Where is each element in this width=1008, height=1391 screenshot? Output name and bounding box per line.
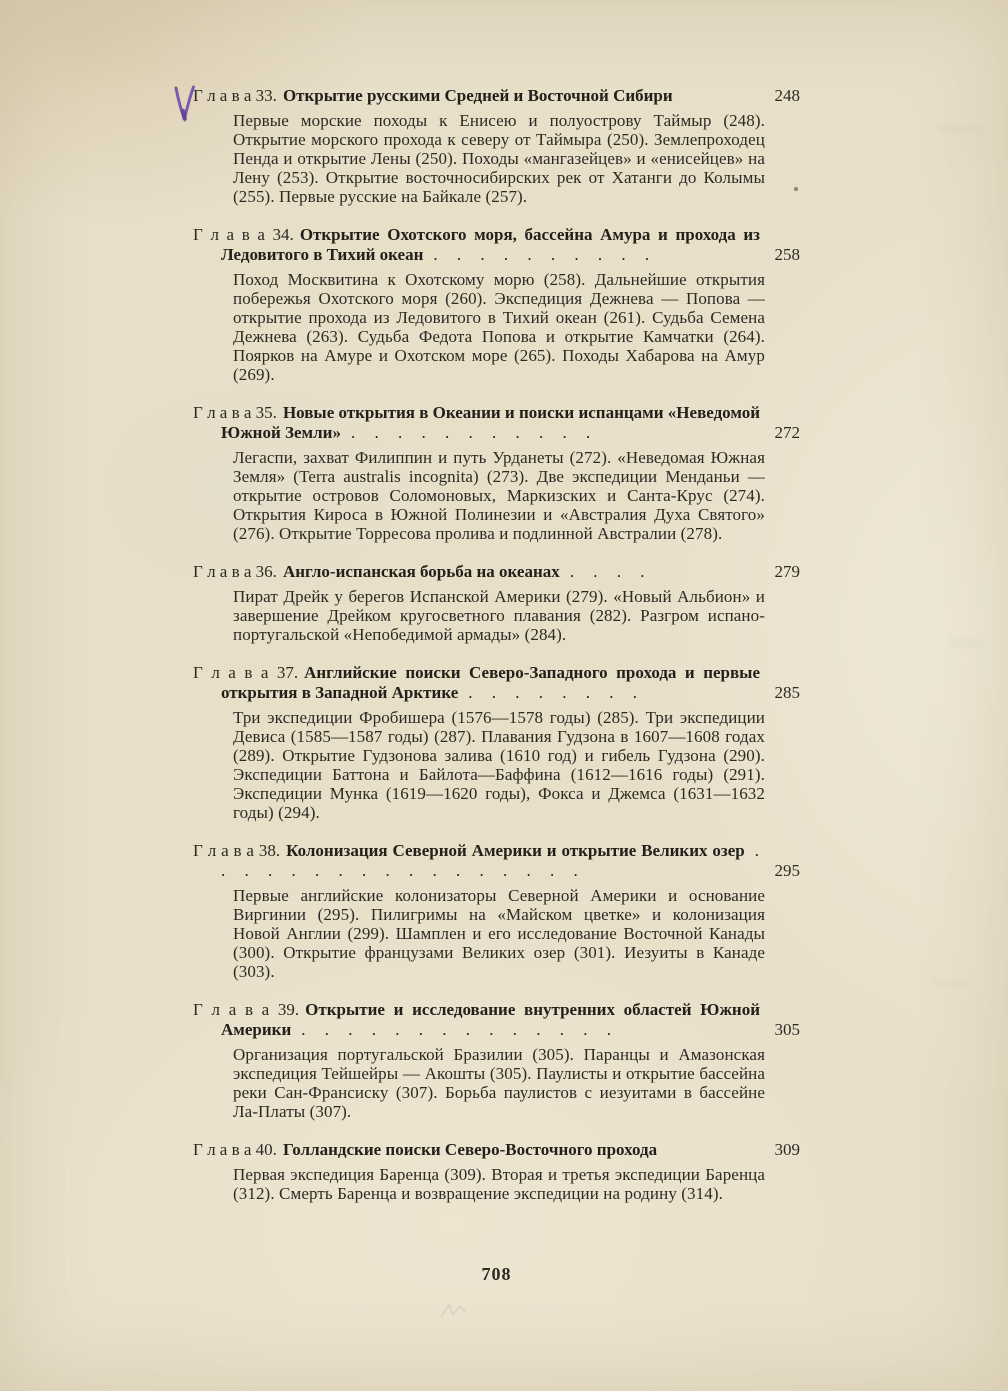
chapter-page-number: 258: [774, 245, 800, 264]
bleed-through-mark: [930, 980, 970, 986]
chapter-heading: [193, 225, 800, 265]
chapter-title: Колонизация Северной Америки и открытие Великих озер: [286, 841, 745, 860]
chapter-title: Английские поиски Северо-Западного прохода и первые открытия в Западной Арктике: [221, 663, 760, 702]
chapter-title: Новые открытия в Океании и поиски испанцами «Неведомой Южной Земли»: [221, 403, 760, 442]
toc-entry: [193, 86, 800, 206]
dot-leader: . . . . . . . . . .: [433, 245, 651, 264]
chapter-summary: Организация португальской Бразилии (305). Паранцы и Амазонская экспедиция Тейшейры — Акошты (305). Паулисты и открытие бассейна реки Сан-Франсиску (307). Борьба паулистов с иезуитами в бассейне Ла-Платы (307).: [233, 1045, 765, 1121]
chapter-page-number: 279: [774, 562, 800, 581]
chapter-heading: [193, 1140, 800, 1160]
chapter-heading: [193, 841, 800, 881]
chapter-page-number: 295: [774, 861, 800, 880]
chapter-heading: [193, 1000, 800, 1040]
chapter-title: Открытие и исследование внутренних областей Южной Америки: [221, 1000, 760, 1039]
dot-leader: . . . .: [569, 562, 646, 581]
chapter-title: Англо-испанская борьба на океанах: [282, 562, 560, 581]
chapter-heading: [193, 562, 800, 582]
chapter-label: Г л а в а 34.: [193, 225, 294, 244]
pencil-smudge: [438, 1300, 472, 1322]
bleed-through-mark: [938, 126, 982, 133]
chapter-summary: Три экспедиции Фробишера (1576—1578 годы) (285). Три экспедиции Девиса (1585—1587 годы) (287). Плавания Гудзона в 1607—1608 годах (289). Открытие Гудзонова залива (1610 год) и гибель Гудзона (290). Экспедиции Баттона и Байлота—Баффина (1612—1616 годы) (291). Экспедиции Мунка (1619—1620 годы), Фокса и Джемса (1631—1632 годы) (294).: [233, 708, 765, 822]
chapter-label: Г л а в а 36.: [193, 562, 277, 581]
toc-entry: [193, 225, 800, 384]
chapter-summary: Поход Москвитина к Охотскому морю (258). Дальнейшие открытия побережья Охотского моря (260). Экспедиция Дежнева — Попова — открытие прохода из Ледовитого в Тихий океан (261). Судьба Семена Дежнева (263). Судьба Федота Попова и открытие Камчатки (264). Поярков на Амуре и Охотском море (265). Походы Хабарова на Амур (269).: [233, 270, 765, 384]
table-of-contents: [193, 86, 800, 1222]
toc-entry: [193, 663, 800, 822]
chapter-summary: Пират Дрейк у берегов Испанской Америки (279). «Новый Альбион» и завершение Дрейком кругосветного плавания (282). Разгром испано-португальской «Непобедимой армады» (284).: [233, 587, 765, 644]
chapter-page-number: 285: [774, 683, 800, 702]
chapter-heading: [193, 86, 800, 106]
chapter-label: Г л а в а 37.: [193, 663, 299, 682]
chapter-page-number: 305: [774, 1020, 800, 1039]
dot-leader: . . . . . . . . . . . . . . . . .: [221, 841, 760, 880]
chapter-label: Г л а в а 35.: [193, 403, 277, 422]
chapter-summary: Первая экспедиция Баренца (309). Вторая и третья экспедиции Баренца (312). Смерть Баренца и возвращение экспедиции на родину (314).: [233, 1165, 765, 1203]
chapter-heading: [193, 403, 800, 443]
chapter-label: Г л а в а 33.: [193, 86, 277, 105]
chapter-summary: Первые морские походы к Енисею и полуострову Таймыр (248). Открытие морского прохода к северу от Таймыра (250). Землепроходец Пенда и открытие Лены (250). Походы «мангазейцев» и «енисейцев» на Лену (253). Открытие восточносибирских рек от Хатанги до Колымы (255). Первые русские на Байкале (257).: [233, 111, 765, 206]
chapter-heading: [193, 663, 800, 703]
toc-entry: [193, 562, 800, 644]
ink-speck: [794, 187, 798, 191]
dot-leader: . . . . . . . .: [468, 683, 638, 702]
chapter-title: Открытие русскими Средней и Восточной Сибири: [282, 86, 673, 105]
chapter-page-number: 272: [774, 423, 800, 442]
chapter-summary: Первые английские колонизаторы Северной Америки и основание Виргинии (295). Пилигримы на «Майском цветке» и колонизация Новой Англии (299). Шамплен и его исследование Восточной Канады (300). Открытие французами Великих озер (301). Иезуиты в Канаде (303).: [233, 886, 765, 981]
dot-leader: . . . . . . . . . . . . . .: [301, 1020, 612, 1039]
chapter-title: Голландские поиски Северо-Восточного прохода: [282, 1140, 658, 1159]
page-footer-number: 708: [481, 1264, 512, 1284]
chapter-page-number: 309: [774, 1140, 800, 1159]
toc-entry: [193, 403, 800, 543]
chapter-page-number: 248: [774, 86, 800, 105]
toc-entry: [193, 1140, 800, 1203]
bleed-through-mark: [948, 640, 982, 647]
toc-entry: [193, 1000, 800, 1121]
chapter-label: Г л а в а 39.: [193, 1000, 300, 1019]
chapter-label: Г л а в а 40.: [193, 1140, 277, 1159]
dot-leader: . . . . . . . . . . .: [350, 423, 592, 442]
toc-entry: [193, 841, 800, 981]
chapter-label: Г л а в а 38.: [193, 841, 281, 860]
chapter-title: Открытие Охотского моря, бассейна Амура и прохода из Ледовитого в Тихий океан: [221, 225, 760, 264]
chapter-summary: Легаспи, захват Филиппин и путь Урданеты (272). «Неведомая Южная Земля» (Terra australis incognita) (273). Две экспедиции Менданьи — открытие островов Соломоновых, Маркизских и Санта-Крус (274). Открытия Кироса в Южной Полинезии и «Австралия Духа Святого» (276). Открытие Торресова пролива и подлинной Австралии (278).: [233, 448, 765, 543]
